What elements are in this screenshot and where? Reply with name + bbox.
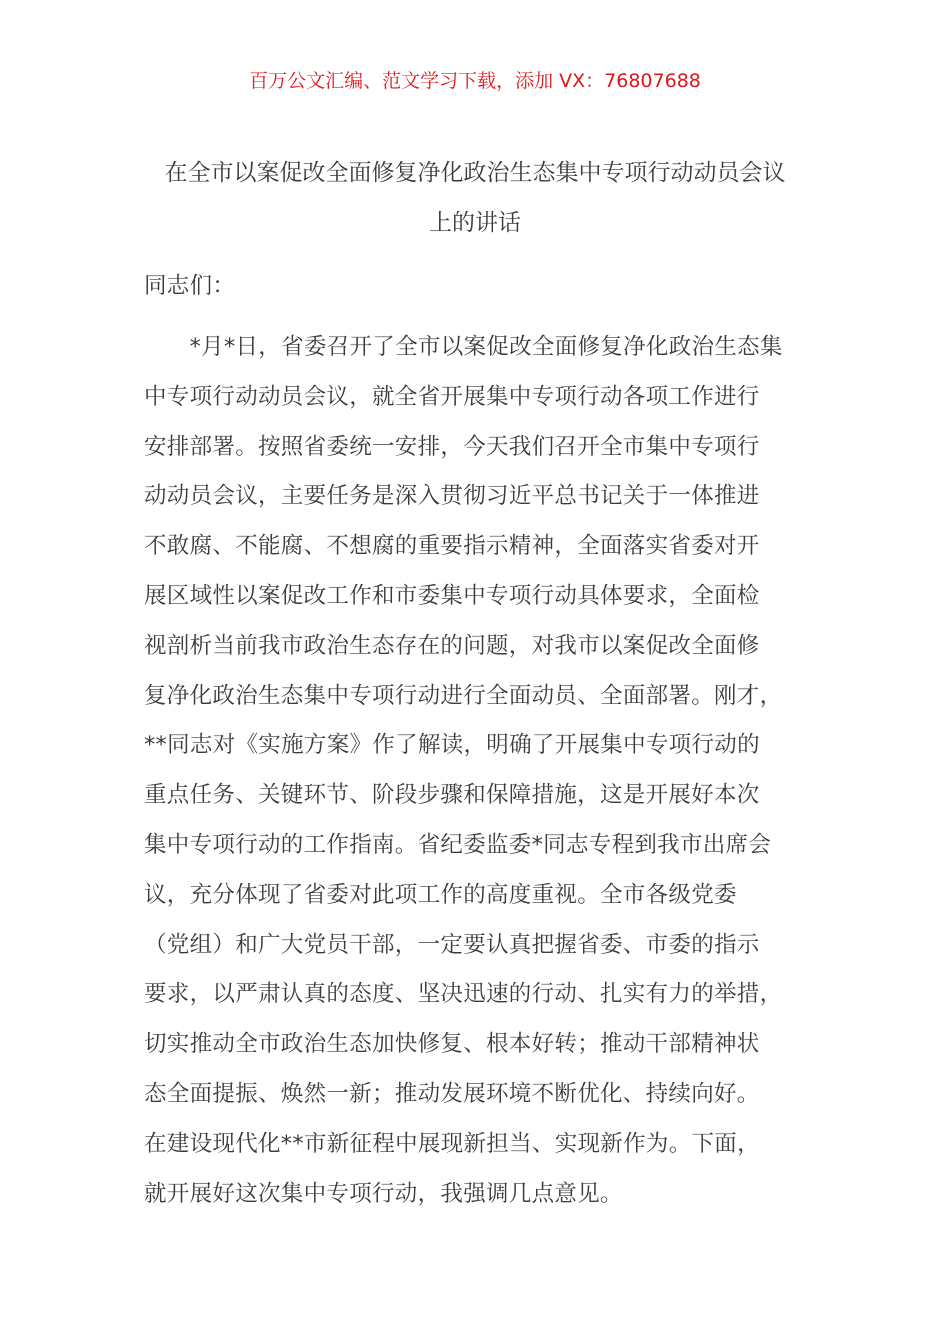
body-line: 重点任务、关键环节、阶段步骤和保障措施，这是开展好本次 — [144, 782, 760, 809]
body-line: **同志对《实施方案》作了解读，明确了开展集中专项行动的 — [144, 732, 760, 759]
body-line: 动动员会议，主要任务是深入贯彻习近平总书记关于一体推进 — [144, 483, 760, 510]
body-line: 不敢腐、不能腐、不想腐的重要指示精神，全面落实省委对开 — [144, 533, 760, 560]
body-line: 复净化政治生态集中专项行动进行全面动员、全面部署。刚才， — [144, 682, 783, 709]
salutation: 同志们： — [144, 273, 236, 299]
body-line: *月*日，省委召开了全市以案促改全面修复净化政治生态集 — [144, 334, 783, 360]
document-title-line-1: 在全市以案促改全面修复净化政治生态集中专项行动动员会议 — [164, 160, 786, 186]
body-line: 要求，以严肃认真的态度、坚决迅速的行动、扎实有力的举措， — [144, 981, 783, 1008]
body-line: 中专项行动动员会议，就全省开展集中专项行动各项工作进行 — [144, 383, 760, 410]
document-title-line-2: 上的讲话 — [429, 210, 521, 236]
promo-header: 百万公文汇编、范文学习下载，添加 VX：76807688 — [249, 70, 701, 92]
body-line: 展区域性以案促改工作和市委集中专项行动具体要求，全面检 — [144, 583, 760, 609]
body-line: 切实推动全市政治生态加快修复、根本好转；推动干部精神状 — [144, 1031, 760, 1058]
body-line: 态全面提振、焕然一新；推动发展环境不断优化、持续向好。 — [144, 1081, 760, 1107]
body-line: （党组）和广大党员干部，一定要认真把握省委、市委的指示 — [144, 931, 760, 958]
body-line: 就开展好这次集中专项行动，我强调几点意见。 — [144, 1180, 623, 1207]
body-line: 在建设现代化**市新征程中展现新担当、实现新作为。下面， — [144, 1130, 760, 1157]
body-line: 议，充分体现了省委对此项工作的高度重视。全市各级党委 — [144, 881, 737, 908]
body-line: 安排部署。按照省委统一安排，今天我们召开全市集中专项行 — [144, 433, 760, 460]
body-line: 视剖析当前我市政治生态存在的问题，对我市以案促改全面修 — [144, 632, 760, 659]
body-line: 集中专项行动的工作指南。省纪委监委*同志专程到我市出席会 — [144, 832, 772, 858]
